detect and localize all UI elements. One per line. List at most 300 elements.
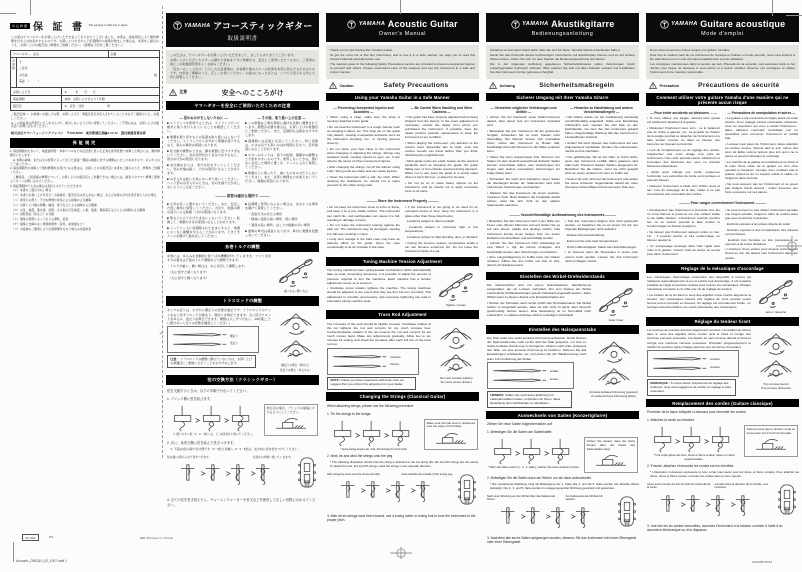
form-period-value: 本体：お買い上げ日より１年間 xyxy=(64,97,105,101)
bullet-item: ■ ハードケースに長期間入れたままにすると、楽器によくない影響を与えることがあります。ときどきケースを開けて換気をしてください。 xyxy=(167,225,240,238)
repair-type-badge: 持込修理 xyxy=(12,23,29,28)
bullet-item: ■ ストラップを使用するときは、ストラップピンに確実に取り付けられていることを確認してください。 xyxy=(167,121,240,134)
convex-label: Convex xyxy=(390,363,400,367)
convex-label: convexe xyxy=(710,365,721,369)
body-paragraph: （左に回すと軽くなります） xyxy=(167,275,209,280)
concave-case-label: Too much concave (tighten) xyxy=(439,376,473,380)
column-heading: — Vermeiden möglicher Verletzungen und Unfälle — xyxy=(487,106,560,114)
step1-tip: * Extra string wraps (1st, 2nd, 3rd strings) for extra hold. xyxy=(340,447,408,451)
caution-heading xyxy=(486,81,639,90)
store-heading: ——— Vorschriftsmäßige Aufbewahrung des Instruments ——— xyxy=(486,213,639,217)
bridge-note-box xyxy=(264,404,318,436)
bullet-item: • During the summer season, temperature inside a car can become extremely hot. Do not leave the instrument inside of a car. xyxy=(405,240,478,253)
headstock-illustration xyxy=(616,495,638,533)
intro-paragraphs xyxy=(486,45,639,79)
form-sama-label: 様 xyxy=(154,72,157,77)
intro-paragraph: Damit Sie das Potenzial dieses hochwertigen Instruments voll ausschöpfen können und es auf sichere Weise nutzen, sollten Sie sich vor dem Spielen die Bedienungsanleitung durchlesen. xyxy=(490,52,635,61)
bullet-item: ・直射日光のあたる場所 xyxy=(245,211,283,216)
neck-curvature-diagram xyxy=(487,362,574,389)
intro-paragraph: Nous vous remercions d'avoir acquis une guitare Yamaha. xyxy=(650,47,730,52)
column-heading: — Preventing Unexpected Injuries and Accidents — xyxy=(327,106,400,114)
column-heading: — Pour éviter accidents ou blessures ... — xyxy=(647,111,720,115)
bullet-item: • After changing the strings, cut off the leftover string ends. String ends are sharp and can cause injuries. xyxy=(327,164,400,173)
tighten-label: Tighten xyxy=(446,304,455,308)
bullet-item: ■ 楽器の上に乗ったり、重いものをのせたりしないでください。また、各部に無理な力を加えないでください。破損の原因になります。 xyxy=(245,170,318,184)
manual-subtitle: Bedienungsanleitung xyxy=(531,31,594,37)
warranty-rule-line: （ハ）使用上の誤り、不当な修理や改造による故障および損傷 xyxy=(10,198,92,202)
note-text: トラスロッドの調整に慣れていない方は、お買い上げの楽器店にご相談いただくことをおすすめします。 xyxy=(170,357,253,365)
form-date-label: お買い上げ日 xyxy=(11,88,62,94)
loosen-label: loser xyxy=(617,318,624,322)
bullet-item: · Locations subject to high humidity, dust, or vibration xyxy=(405,234,478,239)
section-bar-tuning: 糸巻トルクの調整 xyxy=(166,242,319,252)
bullet-item: • Long term storage in the hard case may have an adverse effect on the guitar. Open the case occasionally to let air circulate in the case. xyxy=(327,237,400,250)
store-heading: ——— 保管は適切な場所で ——— xyxy=(166,194,319,199)
bullet-item: • Im Sommer kann die Temperatur in einem Auto extrem hoch werden. Lassen Sie das Instrument nicht im Wagen zurück. xyxy=(565,250,638,263)
intro-paragraph: 「安全へのこころがけ」に示した注意事項は、お客様や他の人々への危害を未然に防止するためのものです。内容をご理解のうえ、正しくお使いください。お読みになったあとは、いつでも見られる所に大切に保管してください。 xyxy=(170,67,315,80)
panel-french-manual xyxy=(646,13,799,533)
body-paragraph: （右に回すと重くなります） xyxy=(167,269,209,274)
neck-curvature-diagram xyxy=(327,348,419,375)
concave-label: Concave xyxy=(390,355,401,359)
loosen-label: Loosen xyxy=(457,304,466,308)
concave-label: concave xyxy=(710,358,721,362)
crop-mark xyxy=(786,15,802,16)
convex-case-label: Trop convexe (desserrer) xyxy=(760,387,792,391)
caution-title: Safety Precautions xyxy=(383,82,449,90)
peg-winding-illustration xyxy=(487,495,613,528)
section-bar-safety: Comment utiliser votre guitare Yamaha d'une manière qui ne présente aucun risque xyxy=(646,93,799,107)
bullet-item: • Do not treat the instrument in a rough manner such as swinging it about, etc. The strap pin on the guitar may detach, causing unexpected accidents such as the instrument dropping, etc., or injuring persons close by. xyxy=(327,124,400,146)
bullet-item: ■ この楽器は工場出荷時に適切な状態に調整されています。調整が必要な場合は、お買い上げの楽器店にご相談ください。また、定期的な点検をおすすめします。 xyxy=(245,121,318,138)
manual-title: アコースティックギター xyxy=(213,21,313,31)
warranty-rule-line: （ニ）お買い上げ後の移動、輸送、落下などによる故障および損傷 xyxy=(10,202,97,207)
caution-heading xyxy=(326,81,479,90)
convex-case-label: Zu starke konvexe Krümmung (lösen) xyxy=(591,395,637,399)
bullet-item: ・極端に温度の高い場所、低い場所 xyxy=(245,217,298,222)
step1-note: Make sure the last knot is positioned over the edge of the bridge. xyxy=(426,420,475,429)
loosen-label: desserrer xyxy=(774,311,787,315)
winding-caption-2: wrap towards the outside of the tuning peg. xyxy=(401,473,453,477)
body-paragraph: Der Hals sollte eine leicht konkave Krümmung aufweisen. Durch Drehen der Spannstabmutter nach rechts wird der Stab gespannt, um eine zu starke konkave Krümmung zu korrigieren. Drehen nach links entspannt den Stab, um eine konvexe Krümmung zu beheben. Nehmen Sie alle Einstellungen schrittweise vor, und prüfen Sie die Halskrümmung nach jeder 1/4-Umdrehung der Mutter. xyxy=(487,336,587,361)
bullet-item: • Behandeln Sie das Instrument mit der gebotenen Sorgfalt, schwenken Sie es beim Spielen nicht übermäßig. Der Riemen könnte sich unerwartet lösen, wobei das Instrument zu Boden fällt, beschädigt wird oder Personen in der Nähe verletzen kann. xyxy=(487,128,560,154)
concave-case-label: 順反りの場合（締める） xyxy=(281,364,311,368)
body-paragraph: Die Gitarrenwirbel sind mit einem federbelasteten Mechanismus ausgestattet, der ein Lockern verhindert. Der zum Drehen der Wirbel erforderliche Kraftaufwand kann jedoch individuell eingestellt werden. Jeder Wirbel weist zu diesem Zweck eine Einstellschraube auf. xyxy=(487,282,591,300)
yamaha-logo-icon xyxy=(347,20,356,29)
bullet-item: · Locations subject to direct sunlight xyxy=(405,219,455,224)
step2-sub: * L'illustration ci-dessous représente la 1ère corde (vaut aussi pour les 4ème et 6ème cordes). Pour attacher les 2ème, 3ème et 5ème cordes, enroulez les cordes dans le sens opposé. xyxy=(650,470,799,478)
form-model-label: 品番 xyxy=(110,52,117,57)
tighten-label: fester xyxy=(608,318,616,322)
bullet-item: • Do not leave the instrument leaning against the wall, etc. The instrument may be damaged, causing it to fall over resulting in injury. xyxy=(327,223,400,236)
safety-columns xyxy=(486,104,639,209)
registration-mark-icon xyxy=(776,236,802,256)
truss-note-box xyxy=(167,355,256,368)
crop-mark xyxy=(400,0,401,14)
bullet-item: • Säubern Sie das Instrument mit einem weichen, trockenen Tuch. Beim Säubern der Kopfplatte darauf achten, dass Sie sich nicht an den spitzen Saitenenden verletzen. xyxy=(487,191,560,208)
bridge-tying-illustration xyxy=(647,425,741,461)
winding-caption-1: Après avoir enroulé une fois du côté de l'extrémité de la corde, xyxy=(647,483,711,490)
bullet-item: ■ ギターのネックは、落下や転倒、運搬中の衝撃などで折れやすいものです。使用しないときは、倒れない安定した場所に置くか、ケースに入れて保管してください。 xyxy=(245,152,318,170)
bullet-item: · Direkte Sonnenbestrahlung xyxy=(565,233,605,238)
winding-caption-2: 糸巻きの外側へ巻いていきます。 xyxy=(252,456,293,460)
body-paragraph: The curvature of the neck should be slightly concave. Clockwise rotation of the nut tightens the rod and corrects for too much concave bow. Counterclockwise rotation of the nut loosens the rod and corrects for too much convex bend. Make any adjustments gradually. Allow two to ten minutes for setting, and check the curvature after each 1/4 turn of the truss rod nut. xyxy=(327,321,431,346)
bridge-side-illustration xyxy=(594,465,628,469)
print-stamp-box: PU-110 xyxy=(22,534,39,541)
step-1: 1. Tie the strings to the bridge. xyxy=(327,411,372,416)
note-label: 注意： xyxy=(170,357,180,362)
caution-heading xyxy=(646,81,799,90)
manual-subtitle: 取扱説明書 xyxy=(227,36,258,42)
crop-mark xyxy=(30,0,31,15)
bullet-item: • Ne vous asseyez pas sur l'instrument et ne posez pas d'objets lourds dessus ; évitez d'exercer une force excessive sur ses pièces. xyxy=(725,182,798,195)
bridge-note-box xyxy=(584,437,638,473)
warranty-rule-line: （ヘ）消耗部品（弦など）の交換 xyxy=(10,212,55,217)
manual-subtitle: Owner's Manual xyxy=(378,31,427,37)
bullet-item: • Lehnen Sie das Instrument nicht unbefestigt an eine Wand o. dgl. Es könnte umkippen und beschädigt werden oder Verletzungen verursachen. xyxy=(487,241,560,254)
truss-rod-diagram xyxy=(434,322,478,384)
intro-paragraph: Thank you for purchasing this Yamaha Guitar. xyxy=(330,47,393,52)
yamaha-logo-icon xyxy=(173,21,182,30)
form-zip-field: 〒 xyxy=(19,59,22,64)
bullet-item: • Un entreposage prolongé dans l'étui rigide peut nuire à la guitare. Ouvrez l'étui de temps en temps pour aérer l'instrument. xyxy=(647,244,720,257)
warning-triangle-icon xyxy=(489,82,497,89)
concave-label: konkav xyxy=(550,370,559,374)
step-1: 1. Befestigen Sie die Saiten am Saitenhalter. xyxy=(487,430,553,435)
neck-curvature-diagram xyxy=(167,326,259,353)
bridge-tying-illustration xyxy=(487,437,581,469)
warranty-rule-line: （ロ）本書にお買い上げ年月日・お客様名・販売店名の記入がない場合、および本書の字句を書き替えられた場合 xyxy=(10,193,157,198)
bullet-item: ■ 演奏時には音量に注意してください。特に夜間は、小さな音でも思いのほか周囲に伝わり、近所迷惑になることがあります。 xyxy=(245,139,318,152)
step-2: 2. Befestigen Sie die Saiten dann am Wirbel, um sie dann aufzuwickeln. xyxy=(487,475,593,480)
step-3: 4. 全ての弦を巻き終えたら、チューニングメーターや音叉などを使用して正しい音程に合わせてください。 xyxy=(167,498,316,508)
store-heading: ——— Pour ranger correctement l'instrument ——— xyxy=(646,201,799,205)
warranty-rule-line: （ト）通常の使用によって生じる摩耗、変色 xyxy=(10,217,69,222)
section-bar-strings: Remplacement des cordes (Guitare classique) xyxy=(646,399,799,408)
caution-label: Caution xyxy=(339,83,354,88)
headstock-illustration xyxy=(776,483,798,521)
caution-title: Sicherheitsmaßregeln xyxy=(539,82,615,90)
bullet-item: ■ 長期間ご使用にならない場合は、次のような場所を避けて保管してください。 xyxy=(245,201,318,210)
note-text: Unless you have experience with truss rods, we suggest that you entrust this adjustment to your dealer. xyxy=(330,378,404,387)
bullet-item: · Extrem hohe oder tiefe Temperaturen xyxy=(565,238,619,243)
winding-caption-1: Nach einer Windung um den Wirbel über das Saitenende führen. xyxy=(487,494,555,502)
brand-name: YAMAHA xyxy=(184,22,211,29)
bullet-item: • When playing the instrument, pay attention to the volume level. Especially late at night, even low volume sounds can travel farther than you think, disturbing the neighborhood. xyxy=(405,141,478,158)
winding-caption-2: Zur Außenseite des Wirbels hin wickeln. xyxy=(565,494,603,502)
tighten-label: 重くなる xyxy=(284,290,295,294)
body-paragraph: 糸巻には、ゆるみを自動的に防ぐばね機構が付いていますが、ツマミを回す力の強さは下図のトルク調整ねじで調整できます。 xyxy=(167,254,271,263)
step-2: 2. 次に、糸巻き側に弦を結んで巻きつけます。 xyxy=(167,440,237,445)
section-bar-truss: トラスロッドの調整 xyxy=(166,296,319,306)
fold-dashed-line xyxy=(162,6,163,458)
step-1: 1. Attachez la corde au chevalet. xyxy=(647,418,695,423)
section-bar-truss: Truss Rod Adjustment xyxy=(326,310,479,319)
bullet-item: • L'intérieur d'une voiture peut devenir extrêmement chaud en été. Ne laissez pas l'instrument dans une voiture. xyxy=(725,247,798,260)
warranty-note-line: ※ この保証書は再発行いたしませんので、紛失しないよう大切に保管してください。ご不明の点は、お買い上げの販売店へお問い合わせください。 xyxy=(11,120,159,129)
form-name-field: お名前 xyxy=(19,72,28,77)
convex-case-label: Too much convex (loosen) xyxy=(440,380,472,384)
bullet-item: • Eine Langzeitlagerung im Koffer kann der Gitarre schaden. Öffnen Sie den Koffer von Zeit zu Zeit, damit Luft zirkulieren kann. xyxy=(487,255,560,268)
form-period-label: 保証期間 xyxy=(11,96,62,102)
section-bar-truss: Einstellen des Halsspannstabs xyxy=(486,325,639,334)
bullet-item: • N'entreposez pas l'instrument à proximité d'un feu ou d'une flamme et posez-le sur une surface stable et de faible hauteur. L'instrument pourrait prendre feu, ou un séisme pourrait le faire tomber et l'endommager ou blesser quelqu'un. xyxy=(647,208,720,229)
strings-intro: When attaching strings, please use the following procedure. xyxy=(327,403,415,408)
warranty-rules xyxy=(10,150,160,231)
body-paragraph: ・トルクが重い、軽い場合は、ねじを回して調整します。 xyxy=(167,264,248,269)
manual-header xyxy=(646,13,799,42)
bullet-item: • Most guitar necks are easily broken as the result of accidents such as dropping the guitar, the guitar falling over, or from shocks received during transport. When not in use, keep the guitar in a sturdy stand where it won't fall over, or placed in its case. xyxy=(405,159,478,180)
bullet-item: • Halten Sie beim Auswechseln bzw. Stimmen von Saiten mit dem Gesicht ausreichend Abstand. Saiten können unvermittelt reißen, was Verletzungen der Augen oder andere unerwartete Verletzungen zur Folge haben kann. xyxy=(487,155,560,176)
print-stamp-side: PU xyxy=(49,535,54,539)
fold-x-mark: ✕ xyxy=(159,331,163,336)
intro-paragraph: Zunächst einmal vielen Dank dafür, dass Sie sich für diese Yamaha Gitarre entschieden haben. xyxy=(490,47,621,52)
bridge-note-box xyxy=(744,425,798,457)
step2-sub: * The following illustration shows how the string is attached to the 1st string (the 4th and 6th strings are the same). To attach the 2nd, 3rd and 5th strings, wind the strings in the opposite direction. xyxy=(330,460,479,468)
store-columns xyxy=(166,202,319,240)
headstock-illustration xyxy=(296,456,318,494)
caution-title: 安全へのこころがけ xyxy=(221,90,284,98)
store-heading: ——— Store the Instrument Properly ——— xyxy=(326,199,479,203)
body-paragraph: Les mécaniques d'accordage comportent des dispositifs à ressort qui rattrapent automatiquement le jeu et évitent tout desserrage. Il est toutefois possible de régler la pression requise pour tourner les mécaniques. Chaque mécanique comporte à cet effet une vis de réglage de tension. xyxy=(647,275,751,292)
bullet-item: • Do not keep the instrument close to a fire or flame, and keep it on a low, stable surface. The instrument can catch fire, and earthquakes can cause it to fall, resulting in damage or injury. xyxy=(327,205,400,222)
timestamp-label: 12/07/05 15:41 xyxy=(752,560,773,564)
bullet-item: · Endroits très humides ou très poussiéreux, ou exposés à de fortes vibrations xyxy=(725,237,798,246)
bullet-item: • The guitar has been properly adjusted before being shipped from the factory. In the event adjustment is necessary, contact the dealer from whom you purchased the instrument. If possible, have the dealer perform periodic maintenance to keep the instrument in top condition. xyxy=(405,115,478,140)
bullet-item: · Hohe Luftfeuchtigkeit, Staub oder Erschütterungen xyxy=(565,244,637,249)
intro-paragraph: Pour tirer le meilleur parti de cet instrument de musique et l'utiliser en toute sécurité, nous vous invitons à lire attentivement ce mode d'emploi préalablement à toute utilisation. xyxy=(650,52,795,61)
bullet-item: • Clean the instrument with a soft, dry cloth. When cleaning the headstock, be careful not to injure yourself on the sharp string ends. xyxy=(327,174,400,187)
bullet-item: • Setzen Sie sich nicht auf das Instrument und stellen Sie keine schweren Gegenstände darauf ab; üben Sie keinen übermäßigen Druck auf seine Teile aus. xyxy=(565,177,638,190)
store-columns xyxy=(326,205,479,254)
bridge-tying-illustration xyxy=(167,404,261,436)
truss-rod-diagram xyxy=(274,308,318,372)
bullet-item: • When using a strap, make sure the strap is securely attached to the guitar. xyxy=(327,115,400,124)
warranty-form xyxy=(10,50,160,111)
bullet-item: • Lors du remplacement ou du réglage des cordes, n'approchez pas votre visage trop près de l'instrument. Une corde pourrait casser subitement et provoquer des blessures aux yeux ou d'autres blessures inattendues. xyxy=(647,147,720,169)
form-customer-label: お客様 xyxy=(11,58,17,87)
intro-paragraphs xyxy=(646,45,799,79)
bullet-item: • Bewahren Sie das Instrument nicht in der Nähe von Feuer oder offenen Flammen auf und stellen Sie es auf eine ebene, stabile und niedrige Fläche. Das Instrument könnte Feuer fangen bzw. bei einem Erdbeben herunterfallen und beschädigt werden. xyxy=(487,219,560,240)
form-shop-field: ※ 店名・住所 ㊞ xyxy=(64,104,111,109)
peg-winding-illustration xyxy=(167,456,293,485)
bullet-item: • Der gefährdetste Teil ist der Hals: er bricht leicht, wenn das Instrument umfällt, fallen gelassen wird oder beim Transport starken Stößen ausgesetzt ist. Bewahren Sie die Gitarre, wenn sie nicht gespielt wird, an einem sicheren Ort oder im Koffer auf. xyxy=(565,155,638,176)
bullet-item: • Lorsque vous jouez de l'instrument, faites attention au volume sonore. Surtout tard le soir, même des sons de faible volume portent plus loin qu'on ne le pense et peuvent déranger le voisinage. xyxy=(725,142,798,159)
concave-case-label: Zu starke konkave Krümmung (spannen) xyxy=(589,391,638,395)
crop-mark xyxy=(0,13,16,14)
form-address-field: ご住所 xyxy=(19,66,28,71)
bullet-item: • Die Gitarre wurde vor der Auslieferung werkseitig vorschriftsmäßig eingestellt. Sollte eine Einstellung erforderlich sein, wenden Sie sich bitte an den Fachhändler, bei dem Sie das Instrument gekauft haben. Regelmäßige Wartung hält das Instrument in einwandfreiem Zustand. xyxy=(565,115,638,140)
step-3: 3. Une fois les six cordes remontées, accordez l'instrument à la hauteur correcte à l'aide d'un accordeur électronique ou d'un diapason. xyxy=(647,524,783,533)
bullet-item: • Nettoyez l'instrument à l'aide d'un chiffon doux et sec. Lors du nettoyage de la tête, veillez à ne pas vous blesser aux extrémités des cordes. xyxy=(647,183,720,197)
manual-subtitle: Mode d'emploi xyxy=(701,31,744,37)
neck-curvature-diagram xyxy=(647,350,739,377)
panel-warranty-card xyxy=(10,18,160,233)
step-3: 3. After all six strings have been wound, use a tuning meter or tuning fork to tune the instrument to the proper pitch. xyxy=(327,514,476,523)
warranty-rule-line: ご贈答品、ご転居後の修理について、お買い上げの販売店にご依頼できない場合には、最寄りのヤマハ修理ご相談センターへお問い合わせください。 xyxy=(10,175,160,183)
tighten-label: serrer xyxy=(765,311,773,315)
concave-case-label: Trop concave (serrer) xyxy=(763,383,789,387)
headstock-illustration xyxy=(456,473,478,511)
intro-paragraph: To get the most out of this fine instrument, and to use it in a safe manner, we urge you to read this Owner's Manual carefully before use. xyxy=(330,52,475,61)
manual-header xyxy=(326,13,479,42)
body-paragraph: • Clockwise screw rotation tightens the machine. The tuning machines should be adjusted to the extent that they are firm but turn smoothly. This adjustment is normally unnecessary, and excessive tightening can lead to premature tuning machine wear. xyxy=(327,286,431,303)
bullet-item: ■ 夏場の車内は高温になります。車内に楽器を放置しないでください。 xyxy=(245,228,318,238)
warning-triangle-icon xyxy=(169,89,177,96)
safety-columns xyxy=(646,109,799,198)
manual-title: Akustikgitarre xyxy=(551,19,615,29)
strings-intro: Procédez de la façon indiquée ci-dessous pour remonter les cordes. xyxy=(647,410,747,415)
bullet-item: • Si vous utilisez une sangle, assurez-vous qu'elle est solidement attachée à la guitare. xyxy=(647,116,720,125)
bullet-item: ■ お手入れは乾いた柔らかい布で拭いてください。ヘッド部のお手入れのときは、弦の先端でけがをしないようにご注意ください。 xyxy=(167,176,240,189)
section-bar-tuning: Einstellen des Wirbel-Drehwiderstands xyxy=(486,272,639,281)
note-label: NOTE: xyxy=(330,378,340,383)
warranty-rule-line: （ホ）火災、地震、風水害、落雷、その他の天災地変、公害、塩害、異常電圧などによる故障および損傷 xyxy=(10,207,146,212)
yamaha-logo-icon xyxy=(511,20,520,29)
warranty-note-line: ご販売店様へ：お客様へお渡しする際、お買い上げ日・貴販売店名が記入されていることを必ずご確認のうえ、お渡しください。 xyxy=(11,112,159,120)
section-bar-tuning: Tuning Machine Tension Adjustment xyxy=(326,257,479,266)
step2-sub: ＊ 下図は1弦の取り付け例です（4・6弦も同様）。2・3・5弦は、逆方向に弦を巻きつけてください。 xyxy=(170,446,301,451)
winding-caption-1: After wrapping once over the string end side, xyxy=(327,473,381,477)
bullet-item: • Si vous pensez ne pas utiliser l'instrument pendant une longue période, rangez-le dans un endroit autre que ceux énumérés ci-dessous : xyxy=(725,208,798,221)
warranty-title-note: This warranty is valid only in Japan. xyxy=(88,24,128,27)
panel-german-manual xyxy=(486,13,639,544)
manual-title: Acoustic Guitar xyxy=(387,19,458,29)
step1-note: 結び目の端が、ブリッジの後端にかかるようにしてください。 xyxy=(266,406,315,415)
peg-winding-illustration xyxy=(327,473,453,502)
step1-note: Assurez-vous que le dernier nœud se trouve bien sur le bord du chevalet. xyxy=(746,427,795,435)
warranty-rule-line: 2. 保証期間内に故障して無料修理をお受けになる場合は、お買い上げの販売店に本書をご提示のうえ、修理をご依頼ください。 xyxy=(10,166,160,175)
section-bar-strings: 弦の交換方法（クラシックギター） xyxy=(166,375,319,385)
bullet-item: · Endroits exposés à des températures très élevées ou très basses xyxy=(725,227,798,236)
bridge-side-illustration xyxy=(274,428,308,432)
caution-heading xyxy=(166,86,319,98)
intro-paragraph: Les consignes mentionnées dans la section qui suit, Précautions de sécurité, sont avancées dans le but d'éviter tout risque de blessure à vous-même et à autrui. Veuillez observer ces consignes et utiliser l'instrument d'une manière raisonnable. xyxy=(650,62,795,75)
column-heading: — その他、取り扱い上の注意 — xyxy=(245,115,318,120)
warning-triangle-icon xyxy=(329,82,337,89)
panel-japanese-manual xyxy=(166,13,319,508)
bullet-item: · Locations subject to extremely high or low temperatures xyxy=(405,225,478,234)
step-2: 2. Ensuite, attachez et enroulez les cordes sur les chevilles. xyxy=(647,464,735,469)
truss-note-box xyxy=(647,379,736,396)
bullet-item: ■ 火気の近くに置かないでください。また、安定した低い場所に保管してください。火災や、地震の際の落下による破損・けがの原因になります。 xyxy=(167,201,240,214)
section-bar-truss: Réglage du tendeur tirant xyxy=(646,317,799,326)
tuning-machines-illustration: Tighten / Loosen xyxy=(434,268,478,307)
bullet-item: • Do not place your face close to the instrument when changing or adjusting the strings. Strings may suddenly break, causing injuries to eyes, etc. It can also be the cause of other unexpected injuries. xyxy=(327,146,400,164)
body-paragraph: ネックの反りは、わずかに順反りの状態が適正です。トラスロッドのナットを右に回すとロッドが締まり、順反りを修正できます。左に回すとロッドがゆるみ、逆反りを修正できます。調整は少しずつ行ない、1/4回転ごとに数分おいて反りの状態を確認してください。 xyxy=(167,308,271,325)
bullet-item: ■ 弦交換のあとは、余分な弦をカットしてください。弦の先端は鋭く、けがの原因になることがあります。 xyxy=(167,162,240,175)
intro-paragraph: The cautions given in the following Safety Precautions section are provided to prevent unexpected injuries to yourself and others. Please understand each of the cautions and use the instrument in a safe and proper manner. xyxy=(330,62,475,75)
bullet-item: • If the instrument is not going to be used for an extended period of time, keep the instrument in a place other than those listed below: xyxy=(405,205,478,218)
safety-columns xyxy=(166,113,319,191)
bridge-note-box xyxy=(424,419,478,451)
warranty-rule-line: 3. 保証期間内でも次の場合は有料とさせていただきます。 xyxy=(10,183,85,188)
intro-paragraph: このたびは、ヤマハギターをお買い上げいただきまして、まことにありがとうございます。 xyxy=(170,52,297,57)
bridge-side-illustration xyxy=(754,449,788,453)
form-phone-field: 電話 （ ） xyxy=(19,79,41,84)
manual-header xyxy=(486,13,639,42)
section-bar-strings: Auswechseln von Saiten (Konzertgitarre) xyxy=(486,411,639,420)
yamaha-logo-icon xyxy=(660,20,669,29)
bullet-item: • Manipulez l'instrument avec soin ; ne le balancez pas de droite à gauche, etc. La goupille de fixation de la sangle pourrait se détacher de l'instrument et le faire tomber, heurter un objet ou blesser une personne se trouvant à proximité. xyxy=(647,125,720,147)
crop-mark xyxy=(772,0,773,16)
convex-case-label: 逆反りの場合（ゆるめる） xyxy=(279,369,313,373)
body-paragraph: • Drehen der Schraube nach rechts erhöht den Drehwiderstand. Die Wirbel sollten so eingestellt werden, dass sie sich nicht zu leicht, aber dennoch geschmeidig drehen lassen. Eine Einstellung ist im Normalfall nicht erforderlich; zu starkes Anziehen fördert vorzeitigen Verschleiß. xyxy=(487,300,591,318)
note-text: Sollten Sie noch keine Erfahrung mit Halsspannstäben haben, empfehlen wir Ihnen, diese Einstellung dem Fachhändler zu überlassen. xyxy=(490,392,561,405)
step-3: 3. Nachdem alle sechs Saiten aufgezogen wurden, stimmen Sie das Instrument mit einem Stimmgerät oder einer Stimmgabel. xyxy=(487,535,637,544)
truss-note-box xyxy=(487,391,572,408)
caution-label: Précaution xyxy=(659,83,680,88)
note-label: REMARQUE : xyxy=(650,380,670,385)
step1-tip: ＊ 滑りやすい弦（1・2・3弦）は、もう1回余分に巻いてください。 xyxy=(172,433,255,437)
body-paragraph: La courbure du manche doit être légèrement concave. La rotation de l'écrou dans le sens des aiguilles d'une montre tend le tirant et corrige une courbure concave excessive. La rotation en sens inverse détend le tirant et corrige une courbure convexe excessive. Procédez progressivement et vérifiez la courbure après chaque quart de tour de l'écrou du tendeur. xyxy=(647,328,751,349)
file-info-label: Acoustic_OM1110_02_1007.indd 1 xyxy=(16,559,68,563)
caution-label: Achtung xyxy=(499,83,515,88)
column-heading: — Hinweise zu Handhabung und andere Vorsichtsmaßregeln — xyxy=(565,106,638,114)
form-product-label: ヤマハギター 品名 xyxy=(11,51,109,57)
warranty-rule-line: （チ）演奏に支障のない感覚的現象（音色、塗装面など） xyxy=(10,221,86,226)
warranty-rule-line: ※ 本器の故障、またはその使用によって生じた直接・間接の損害に対する補償はいたしかねますので、あらかじめご了承ください。 xyxy=(10,157,160,166)
warranty-intro: この度はヤマハギターをお買い上げいただきましてありがとうございました。本書は、保証規定により無料修理を行なうお約束をするものです。お買い上げの日から下記期間中に故障が発生した場合は、本書をご提示のうえ、お買い上げの販売店に修理をご依頼ください。（詳細は下記をご覧ください。） xyxy=(11,35,159,48)
form-shop-label: 販売店 xyxy=(11,103,62,109)
intro-paragraphs xyxy=(326,45,479,79)
step1-note: Achten Sie darauf, dass der letzte Knoten über der Kante des Saitenhalters liegt. xyxy=(586,439,635,451)
bullet-item: • Achten Sie beim Spielen des Instruments auf eine angemessene Lautstärke. Denken Sie insbesondere nachts an Ihre Nachbarn. xyxy=(565,141,638,154)
section-bar-tuning: Réglage de la mécanique d'accordage xyxy=(646,264,799,273)
warranty-title: 保 証 書 xyxy=(33,22,86,33)
warning-triangle-icon xyxy=(649,82,657,89)
bullet-item: ■ 弦交換や調整のときは、顔を楽器に近づけすぎないでください。弦が突然切れて目をけがするなど、思わぬけがの原因になります。 xyxy=(167,148,240,161)
section-bar-strings: Changing the Strings (Classical Guitar) xyxy=(326,392,479,401)
caution-title: Précautions de sécurité xyxy=(698,82,780,90)
body-paragraph: • La rotation de la vis dans le sens des aiguilles d'une montre augmente la tension. Les mécaniques doivent être réglées de sorte qu'elles soient fermes tout en tournant en douceur. Ce réglage est normalement inutile ; un serrage excessif entraîne une usure prématurée des mécaniques. xyxy=(647,293,751,310)
bullet-item: • Schneiden Sie nach dem Aufziehen neuer Saiten die überlangen Enden ab. Saitenenden sind spitz und können Verletzungen verursachen. xyxy=(487,177,560,190)
column-heading: — Précautions de manipulation et autres — xyxy=(725,111,798,115)
bridge-tying-illustration xyxy=(327,419,421,451)
section-bar-safety: Using your Yamaha Guitar in a Safe Manner xyxy=(326,93,479,102)
bullet-item: · Endroits exposés à la lumière directe du soleil xyxy=(725,221,790,226)
truss-rod-diagram xyxy=(754,328,798,390)
bullet-item: ・湿度の高い場所、ほこりや振動の多い場所 xyxy=(245,223,310,228)
winding-caption-2: enroulez dans la direction de la cheville, vers l'extérieur. xyxy=(714,483,769,490)
column-heading: — 思わぬけがをしないために — xyxy=(167,115,240,120)
bullet-item: • Do not sit on or place heavy objects on the instrument, and be careful not to apply excessive force to its parts. xyxy=(405,181,478,194)
step-1: 1. ブリッジ側に弦を結びます。 xyxy=(167,397,213,402)
step-2: 2. Next, tie and wind the strings onto the peg. xyxy=(327,454,394,459)
manual-title: Guitare acoustique xyxy=(700,19,786,29)
intro-paragraph: Die in der folgenden Auflistung gegebenen Sicherheitshinweise sollen Verletzungen durch unsachgemäßen Gebrauch verhüten. Bitte machen Sie sich mit allen Punkten vertraut und handhaben Sie das Instrument mit der gebotenen Sorgfalt. xyxy=(490,62,635,75)
convex-label: konvex xyxy=(550,377,559,381)
strings-intro: Ziehen Sie neue Saiten folgendermaßen auf: xyxy=(487,422,553,427)
bullet-item: • La guitare a été correctement réglée avant sa sortie d'usine. Si un réglage s'avère nécessaire, adressez-vous au revendeur qui vous a vendu l'instrument ; faites effectuer l'entretien périodique par un spécialiste pour conserver l'instrument en parfait état. xyxy=(725,116,798,141)
registration-mark-icon xyxy=(390,546,412,560)
warranty-rules-bar: 保証規定 xyxy=(10,138,160,148)
note-text: À moins d'avoir l'expérience du réglage des tendeurs, nous vous suggérons de confier ce réglage à votre revendeur. xyxy=(650,380,732,393)
body-paragraph: The tuning machines have spring-loaded mechanisms which automatically take up wear, preventing looseness. It is possible to adjust the amount of pressure required to turn the machines. Each machine has a tension adjustment screw, as is common. xyxy=(327,268,431,285)
winding-caption-1: 弦の端に1回からめて巻きつけます。 xyxy=(167,456,212,460)
printed-in-label: WD Printed in China xyxy=(140,536,173,540)
warranty-rule-line: （イ）本書のご提示がない場合 xyxy=(10,188,52,193)
intro-paragraph: お買い上げいただいたギターの優れた性能を十分に発揮させ、安全にご使用いただくために、ご使用の前にこの取扱説明書をよくお読みください。 xyxy=(170,57,315,66)
section-bar-safety: Sicherer Umgang mit Ihrer Yamaha Gitarre xyxy=(486,93,639,102)
form-date-field: ※ 年 月 日 xyxy=(64,89,96,94)
manual-header xyxy=(166,13,319,47)
truss-rod-diagram xyxy=(589,336,638,398)
tuning-machines-illustration: fester / loser xyxy=(594,283,638,322)
bullet-item: • Ne laissez pas l'instrument appuyé contre un mur, etc. ; il pourrait tomber et être endommagé, ou blesser quelqu'un. xyxy=(647,230,720,243)
truss-note-box xyxy=(327,377,416,390)
bullet-item: • Soll das Instrument längere Zeit nicht gebraucht werden, so bewahren Sie es an einem Ort auf, der folgende Bedingungen nicht aufweist: xyxy=(565,219,638,232)
